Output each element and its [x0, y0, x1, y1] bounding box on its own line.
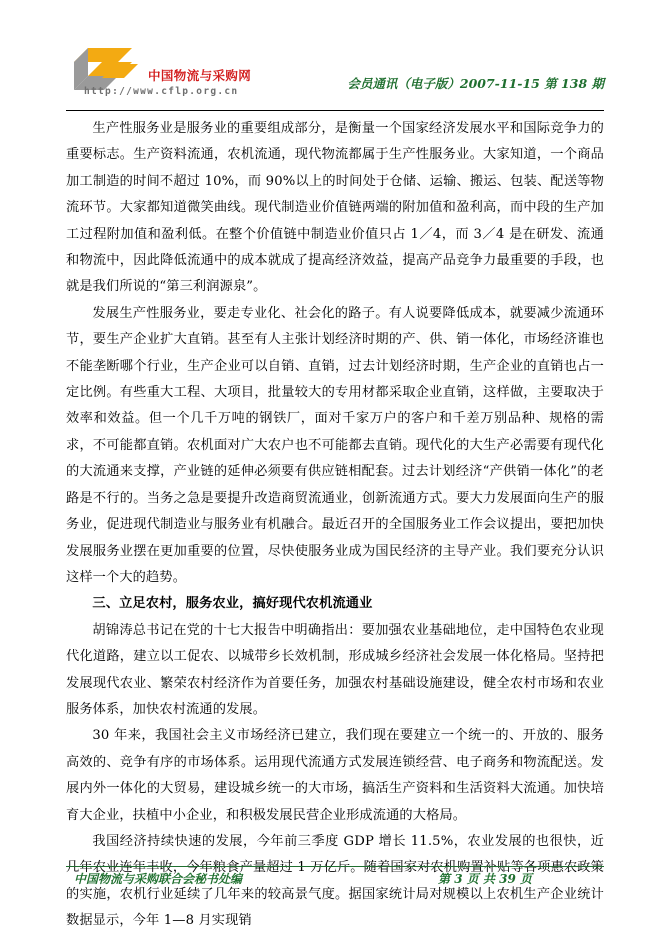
paragraph: 生产性服务业是服务业的重要组成部分，是衡量一个国家经济发展水平和国际竞争力的重要标志。生产资料流通，农机流通，现代物流都属于生产性服务业。大家知道，一个商品加工制造的时间不超过 10%，而 90%以上的时间处于仓储、运输、搬运、包装、配送等物流环节。大家都知道微笑曲线。现代制造业价值链两端的附加值和盈利高，而中段的生产加工过程附加值和盈利低。在整个价值链中制造业价值只占 1／4，而 3／4 是在研发、流通和物流中，因此降低流通中的成本就成了提高经济效益，提高产品竞争力最重要的手段，也就是我们所说的“第三利润源泉”。: [66, 121, 604, 295]
paragraph: 30 年来，我国社会主义市场经济已建立，我们现在要建立一个统一的、开放的、服务高效的、竞争有序的市场体系。运用现代流通方式发展连锁经营、电子商务和物流配送。发展内外一体化的大贸易，建设城乡统一的大市场，搞活生产资料和生活资料大流通。加快培育大企业，扶植中小企业，和积极发展民营企业形成流通的大格局。: [66, 728, 604, 823]
document-body: [66, 116, 604, 935]
logo-url-text: http://www.cflp.org.cn: [84, 86, 239, 97]
paragraph: 我国经济持续快速的发展，今年前三季度 GDP 增长 11.5%，农业发展的也很快，近几年农业连年丰收，今年粮食产量超过 1 万亿斤。随着国家对农机购置补贴等各项惠农政策的实施，农机行业延续了几年来的较高景气度。据国家统计局对规模以上农机生产企业统计数据显示，今年 1—8 月实现销: [66, 833, 604, 929]
footer-publisher: 中国物流与采购联合会秘书处编: [74, 872, 243, 886]
page-header: [66, 44, 604, 110]
section-heading: 三、立足农村，服务农业，搞好现代农机流通业: [92, 596, 373, 612]
paragraph: 发展生产性服务业，要走专业化、社会化的路子。有人说要降低成本，就要减少流通环节，要生产企业扩大直销。甚至有人主张计划经济时期的产、供、销一体化，市场经济谁也不能垄断哪个行业，生产企业可以自销、直销，过去计划经济时期，生产企业的直销也占一定比例。有些重大工程、大项目，批量较大的专用材都采取企业直销，这样做，主要取决于效率和效益。但一个几千万吨的钢铁厂，面对千家万户的客户和千差万别品种、规格的需求，不可能都直销。农机面对广大农户也不可能都去直销。现代化的大生产必需要有现代化的大流通来支撑，产业链的延伸必须要有供应链相配套。过去计划经济“产供销一体化”的老路是不行的。当务之急是要提升改造商贸流通业，创新流通方式。要大力发展面向生产的服务业，促进现代制造业与服务业有机融合。最近召开的全国服务业工作会议提出，要把加快发展服务业摆在更加重要的位置，尽快使服务业成为国民经济的主导产业。我们要充分认识这样一个大的趋势。: [66, 305, 604, 585]
paragraph: 胡锦涛总书记在党的十七大报告中明确指出：要加强农业基础地位，走中国特色农业现代化道路，建立以工促农、以城带乡长效机制，形成城乡经济社会发展一体化格局。坚持把发展现代农业、繁荣农村经济作为首要任务，加强农村基础设施建设，健全农村市场和农业服务体系，加快农村流通的发展。: [66, 622, 604, 717]
issue-line: 会员通讯（电子版）2007-11-15 第 138 期: [347, 76, 604, 91]
logo-brand-text: 中国物流与采购网: [148, 68, 252, 83]
site-logo: [72, 46, 272, 100]
footer-page-number: 第 3 页 共 39 页: [438, 872, 532, 886]
page-footer: [66, 872, 604, 892]
footer-divider: [66, 866, 604, 867]
header-divider: [66, 110, 604, 111]
